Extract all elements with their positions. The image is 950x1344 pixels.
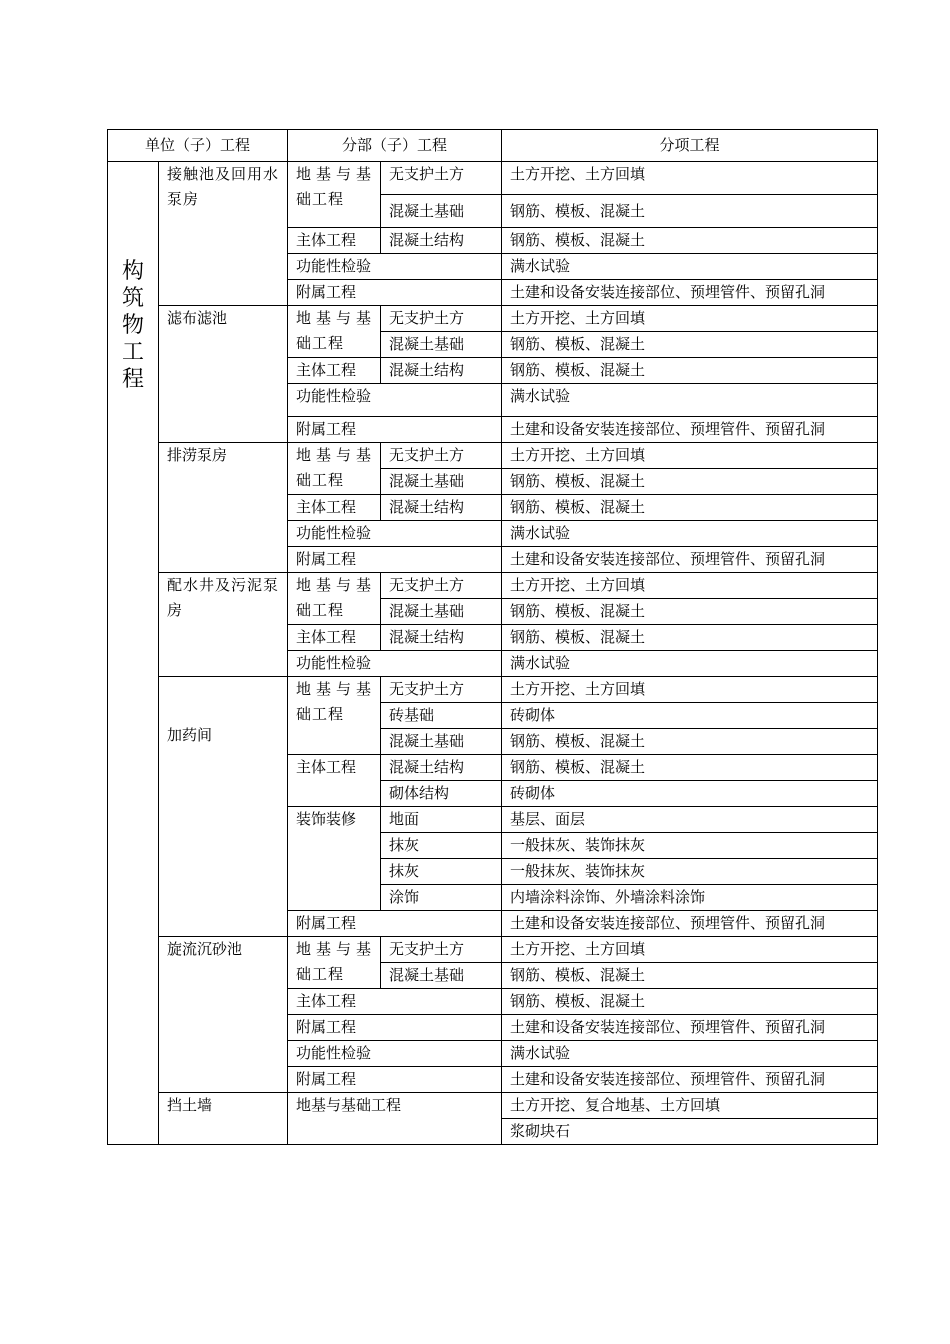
division-name: 地基与基础工程 xyxy=(288,443,381,495)
division-name: 功能性检验 xyxy=(288,254,502,280)
division-name: 功能性检验 xyxy=(288,651,502,677)
subdivision-name: 混凝土基础 xyxy=(381,469,502,495)
division-name: 地基与基础工程 xyxy=(288,937,381,989)
subdivision-name: 混凝土基础 xyxy=(381,332,502,358)
division-name: 功能性检验 xyxy=(288,521,502,547)
item-cell: 土建和设备安装连接部位、预埋管件、预留孔洞 xyxy=(502,1015,878,1041)
item-cell: 土建和设备安装连接部位、预埋管件、预留孔洞 xyxy=(502,417,878,443)
division-name: 主体工程 xyxy=(288,989,502,1015)
item-cell: 钢筋、模板、混凝土 xyxy=(502,625,878,651)
item-cell: 钢筋、模板、混凝土 xyxy=(502,963,878,989)
division-name: 地基与基础工程 xyxy=(288,1093,502,1145)
division-name: 地基与基础工程 xyxy=(288,162,381,228)
subdivision-name: 无支护土方 xyxy=(381,443,502,469)
division-name: 附属工程 xyxy=(288,911,502,937)
unit-name: 旋流沉砂池 xyxy=(159,937,288,1093)
subdivision-name: 混凝土结构 xyxy=(381,358,502,384)
item-cell: 土方开挖、土方回填 xyxy=(502,937,878,963)
division-name: 附属工程 xyxy=(288,417,502,443)
table-row xyxy=(108,573,878,599)
item-cell: 钢筋、模板、混凝土 xyxy=(502,495,878,521)
division-name: 地基与基础工程 xyxy=(288,573,381,625)
item-cell: 土方开挖、土方回填 xyxy=(502,306,878,332)
division-name: 地基与基础工程 xyxy=(288,677,381,755)
item-cell: 满水试验 xyxy=(502,384,878,417)
division-name: 附属工程 xyxy=(288,1015,502,1041)
item-cell: 土方开挖、复合地基、土方回填 xyxy=(502,1093,878,1119)
division-name: 功能性检验 xyxy=(288,1041,502,1067)
item-cell: 钢筋、模板、混凝土 xyxy=(502,195,878,228)
subdivision-name: 混凝土基础 xyxy=(381,599,502,625)
item-cell: 土方开挖、土方回填 xyxy=(502,677,878,703)
division-name: 附属工程 xyxy=(288,547,502,573)
item-cell: 土建和设备安装连接部位、预埋管件、预留孔洞 xyxy=(502,1067,878,1093)
subdivision-name: 无支护土方 xyxy=(381,306,502,332)
subdivision-name: 混凝土结构 xyxy=(381,228,502,254)
table-row xyxy=(108,1093,878,1119)
subdivision-name: 涂饰 xyxy=(381,885,502,911)
item-cell: 一般抹灰、装饰抹灰 xyxy=(502,859,878,885)
division-name: 主体工程 xyxy=(288,495,381,521)
item-cell: 钢筋、模板、混凝土 xyxy=(502,599,878,625)
subdivision-name: 混凝土基础 xyxy=(381,963,502,989)
item-cell: 钢筋、模板、混凝土 xyxy=(502,469,878,495)
unit-name: 配水井及污泥泵房 xyxy=(159,573,288,677)
division-name: 主体工程 xyxy=(288,358,381,384)
subdivision-name: 混凝土基础 xyxy=(381,195,502,228)
item-cell: 钢筋、模板、混凝土 xyxy=(502,228,878,254)
table-header-row xyxy=(108,130,878,162)
item-cell: 钢筋、模板、混凝土 xyxy=(502,755,878,781)
table-row xyxy=(108,443,878,469)
subdivision-name: 混凝土结构 xyxy=(381,495,502,521)
header-unit: 单位（子）工程 xyxy=(108,130,288,162)
item-cell: 钢筋、模板、混凝土 xyxy=(502,989,878,1015)
item-cell: 钢筋、模板、混凝土 xyxy=(502,729,878,755)
item-cell: 砖砌体 xyxy=(502,703,878,729)
table-row xyxy=(108,162,878,195)
unit-name: 接触池及回用水泵房 xyxy=(159,162,288,306)
item-cell: 土方开挖、土方回填 xyxy=(502,443,878,469)
category-structures: 构 筑 物 工 程 xyxy=(108,162,159,1145)
subdivision-name: 抹灰 xyxy=(381,833,502,859)
division-name: 地基与基础工程 xyxy=(288,306,381,358)
item-cell: 满水试验 xyxy=(502,651,878,677)
division-name: 主体工程 xyxy=(288,228,381,254)
item-cell: 满水试验 xyxy=(502,521,878,547)
item-cell: 土方开挖、土方回填 xyxy=(502,162,878,195)
project-division-table xyxy=(107,129,878,1145)
subdivision-name: 混凝土基础 xyxy=(381,729,502,755)
item-cell: 钢筋、模板、混凝土 xyxy=(502,332,878,358)
unit-name: 排涝泵房 xyxy=(159,443,288,573)
subdivision-name: 无支护土方 xyxy=(381,937,502,963)
item-cell: 土建和设备安装连接部位、预埋管件、预留孔洞 xyxy=(502,547,878,573)
item-cell: 土方开挖、土方回填 xyxy=(502,573,878,599)
subdivision-name: 地面 xyxy=(381,807,502,833)
subdivision-name: 混凝土结构 xyxy=(381,625,502,651)
subdivision-name: 抹灰 xyxy=(381,859,502,885)
header-item: 分项工程 xyxy=(502,130,878,162)
unit-name: 挡土墙 xyxy=(159,1093,288,1145)
item-cell: 土建和设备安装连接部位、预埋管件、预留孔洞 xyxy=(502,280,878,306)
division-name: 附属工程 xyxy=(288,280,502,306)
subdivision-name: 无支护土方 xyxy=(381,162,502,195)
item-cell: 浆砌块石 xyxy=(502,1119,878,1145)
item-cell: 满水试验 xyxy=(502,254,878,280)
unit-name: 滤布滤池 xyxy=(159,306,288,443)
item-cell: 基层、面层 xyxy=(502,807,878,833)
item-cell: 钢筋、模板、混凝土 xyxy=(502,358,878,384)
subdivision-name: 砖基础 xyxy=(381,703,502,729)
item-cell: 砖砌体 xyxy=(502,781,878,807)
division-name: 附属工程 xyxy=(288,1067,502,1093)
table-row xyxy=(108,677,878,703)
subdivision-name: 无支护土方 xyxy=(381,677,502,703)
item-cell: 一般抹灰、装饰抹灰 xyxy=(502,833,878,859)
unit-name: 加药间 xyxy=(159,677,288,937)
table-row xyxy=(108,937,878,963)
item-cell: 内墙涂料涂饰、外墙涂料涂饰 xyxy=(502,885,878,911)
subdivision-name: 无支护土方 xyxy=(381,573,502,599)
division-name: 功能性检验 xyxy=(288,384,502,417)
division-name: 装饰装修 xyxy=(288,807,381,911)
item-cell: 满水试验 xyxy=(502,1041,878,1067)
subdivision-name: 砌体结构 xyxy=(381,781,502,807)
item-cell: 土建和设备安装连接部位、预埋管件、预留孔洞 xyxy=(502,911,878,937)
division-name: 主体工程 xyxy=(288,625,381,651)
division-name: 主体工程 xyxy=(288,755,381,807)
subdivision-name: 混凝土结构 xyxy=(381,755,502,781)
header-division: 分部（子）工程 xyxy=(288,130,502,162)
table-row xyxy=(108,306,878,332)
